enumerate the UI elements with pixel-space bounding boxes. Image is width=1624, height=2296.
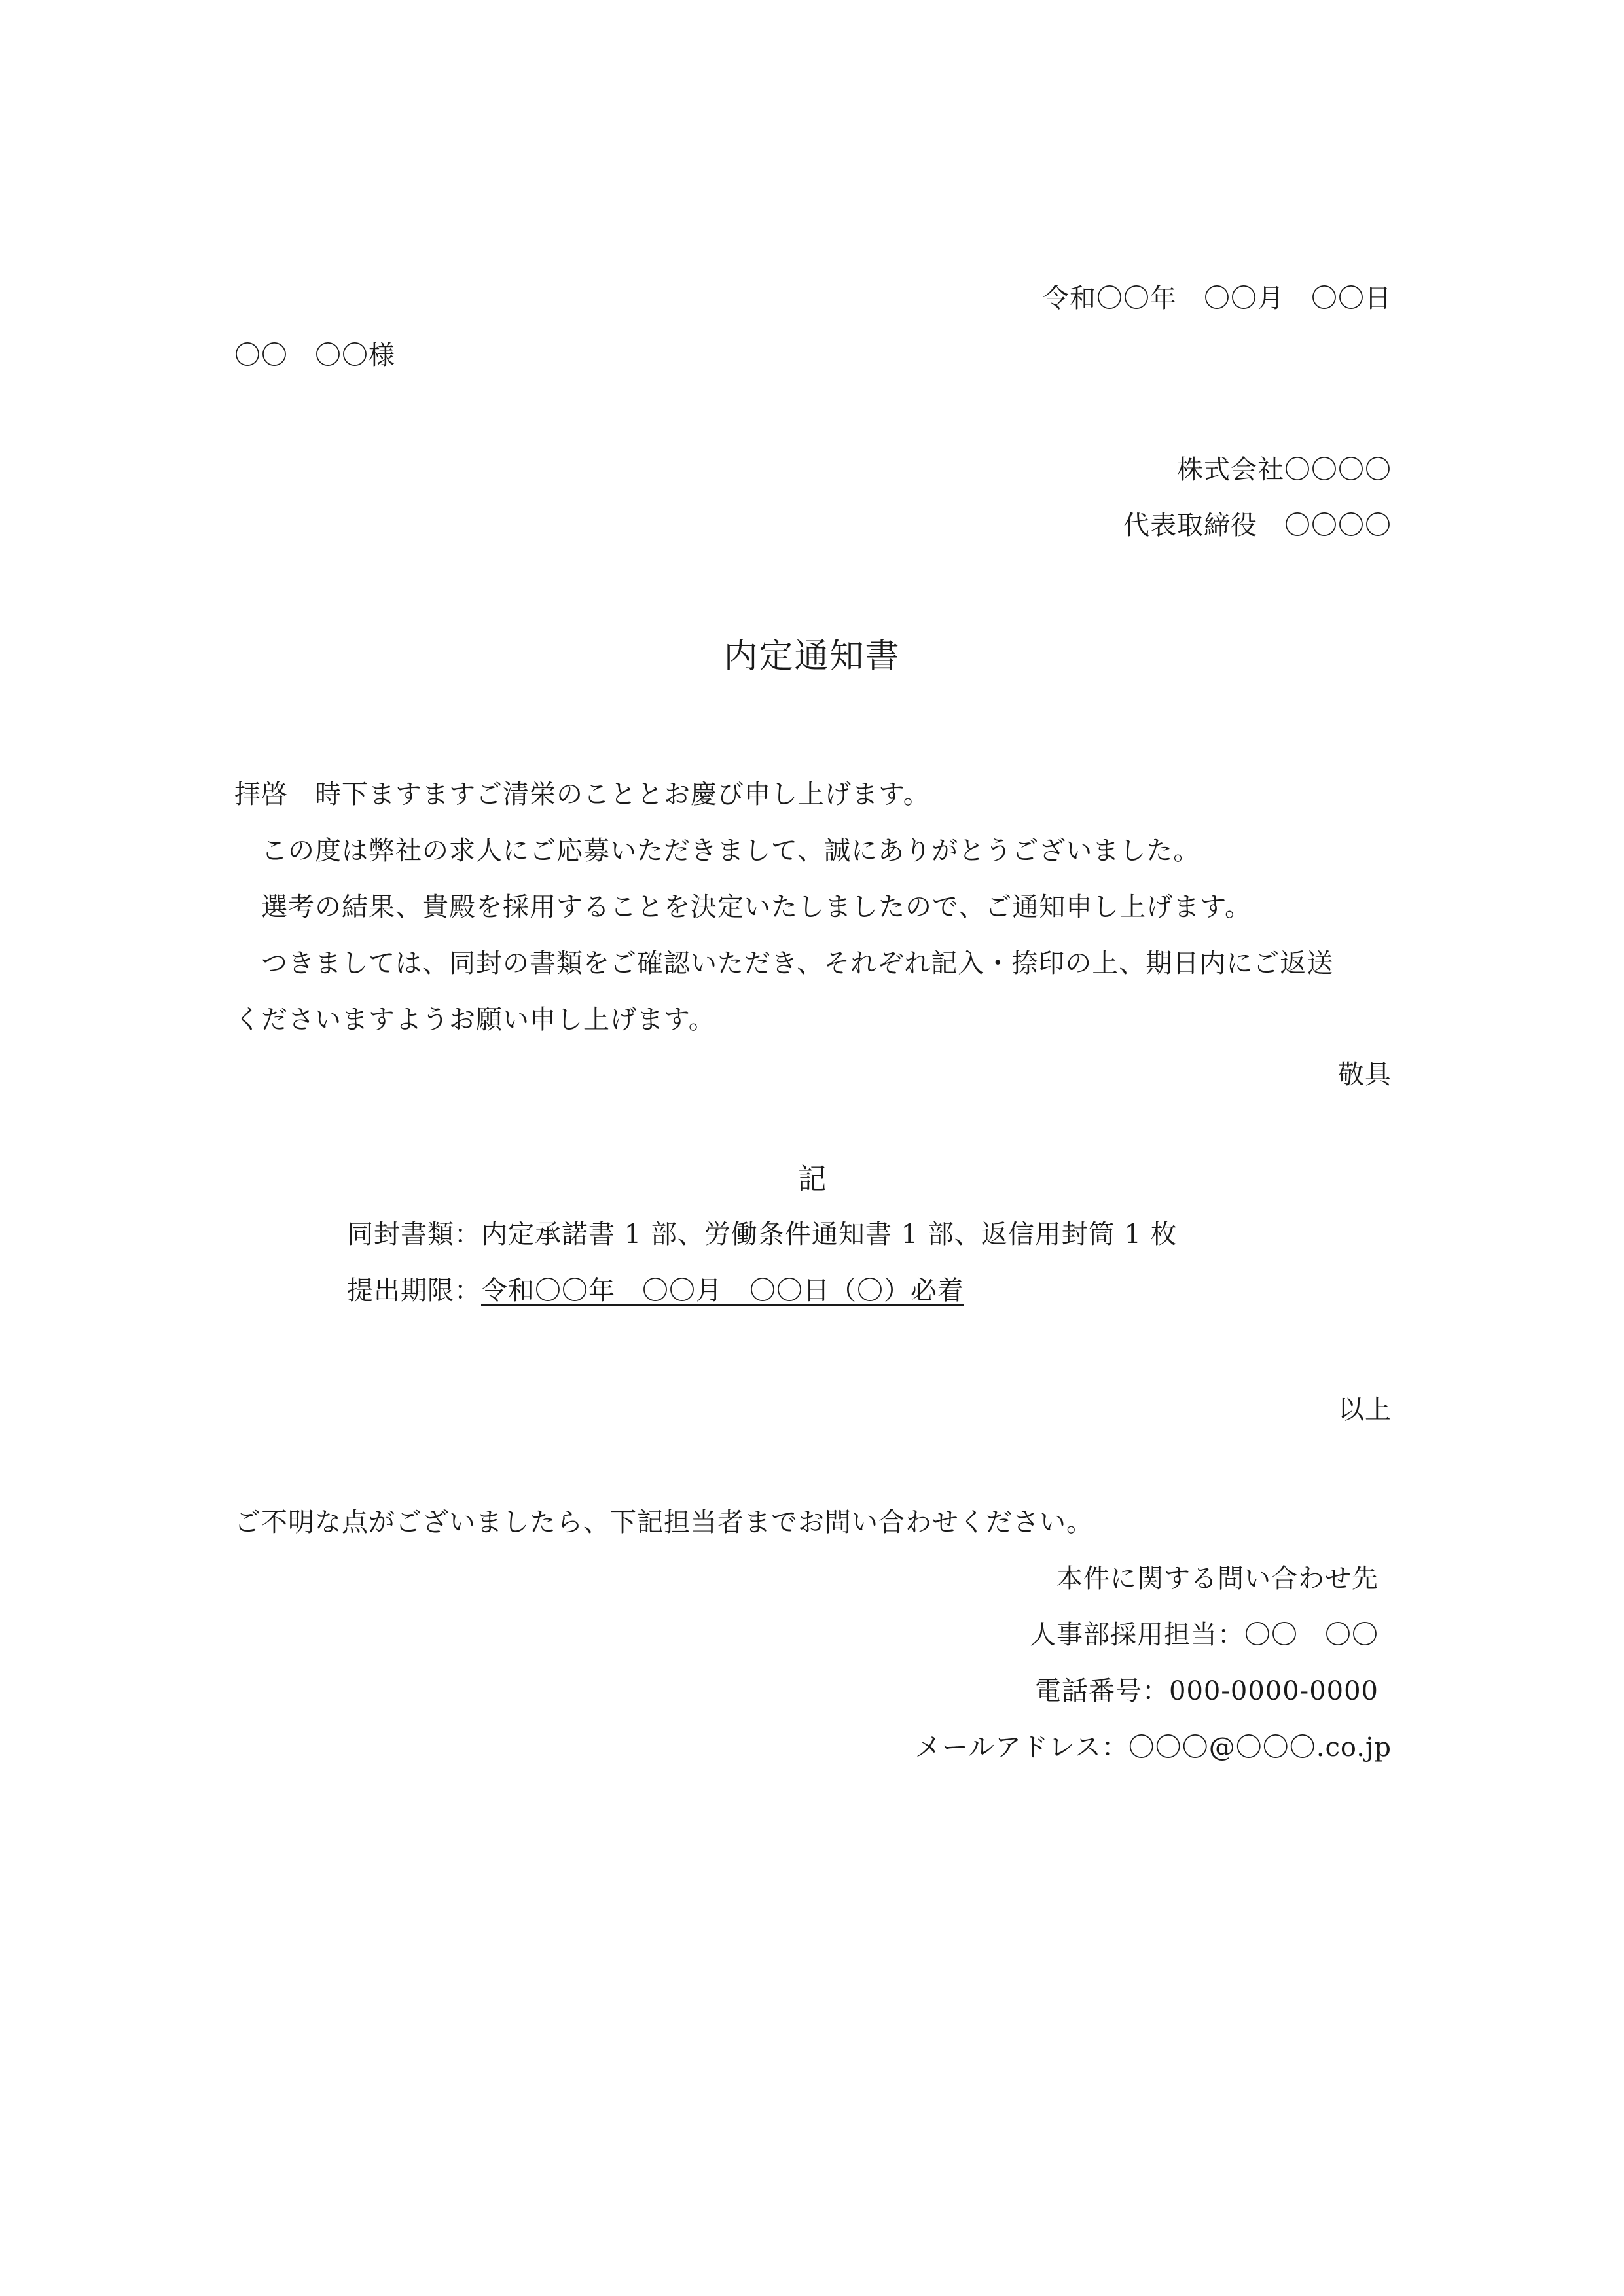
- contact-person: 人事部採用担当：〇〇 〇〇: [1030, 1620, 1379, 1650]
- deadline-label: 提出期限：: [347, 1276, 481, 1306]
- body-paragraph-3-cont: くださいますようお願い申し上げます。: [234, 1005, 715, 1035]
- contact-email: メールアドレス：〇〇〇@〇〇〇.co.jp: [914, 1732, 1392, 1763]
- closing-word: 敬具: [1338, 1060, 1392, 1090]
- enclosed-value: 内定承諾書 1 部、労働条件通知書 1 部、返信用封筒 1 枚: [481, 1219, 1178, 1249]
- contact-heading: 本件に関する問い合わせ先: [1056, 1564, 1379, 1594]
- note-heading: 記: [797, 1162, 827, 1196]
- greeting-line: 拝啓 時下ますますご清栄のこととお慶び申し上げます。: [234, 780, 930, 810]
- submission-deadline: [347, 1272, 964, 1309]
- company-name: 株式会社〇〇〇〇: [1177, 455, 1392, 485]
- enclosed-label: 同封書類：: [347, 1219, 481, 1249]
- contact-intro: ご不明な点がございましたら、下記担当者までお問い合わせください。: [234, 1507, 1093, 1537]
- representative-name: 代表取締役 〇〇〇〇: [1123, 511, 1392, 541]
- body-paragraph-1: この度は弊社の求人にご応募いただきまして、誠にありがとうございました。: [234, 836, 1200, 866]
- enclosed-documents: [347, 1216, 1178, 1253]
- issue-date: 令和〇〇年 〇〇月 〇〇日: [1043, 283, 1392, 314]
- body-paragraph-3: つきましては、同封の書類をご確認いただき、それぞれ記入・捺印の上、期日内にご返送: [234, 948, 1334, 978]
- end-mark: 以上: [1338, 1395, 1392, 1425]
- document-title: 内定通知書: [723, 637, 901, 676]
- recipient-name: 〇〇 〇〇様: [234, 340, 395, 370]
- contact-phone: 電話番号：000-0000-0000: [1035, 1676, 1379, 1706]
- body-paragraph-2: 選考の結果、貴殿を採用することを決定いたしましたので、ご通知申し上げます。: [234, 892, 1252, 922]
- deadline-value: 令和〇〇年 〇〇月 〇〇日（〇）必着: [481, 1276, 964, 1306]
